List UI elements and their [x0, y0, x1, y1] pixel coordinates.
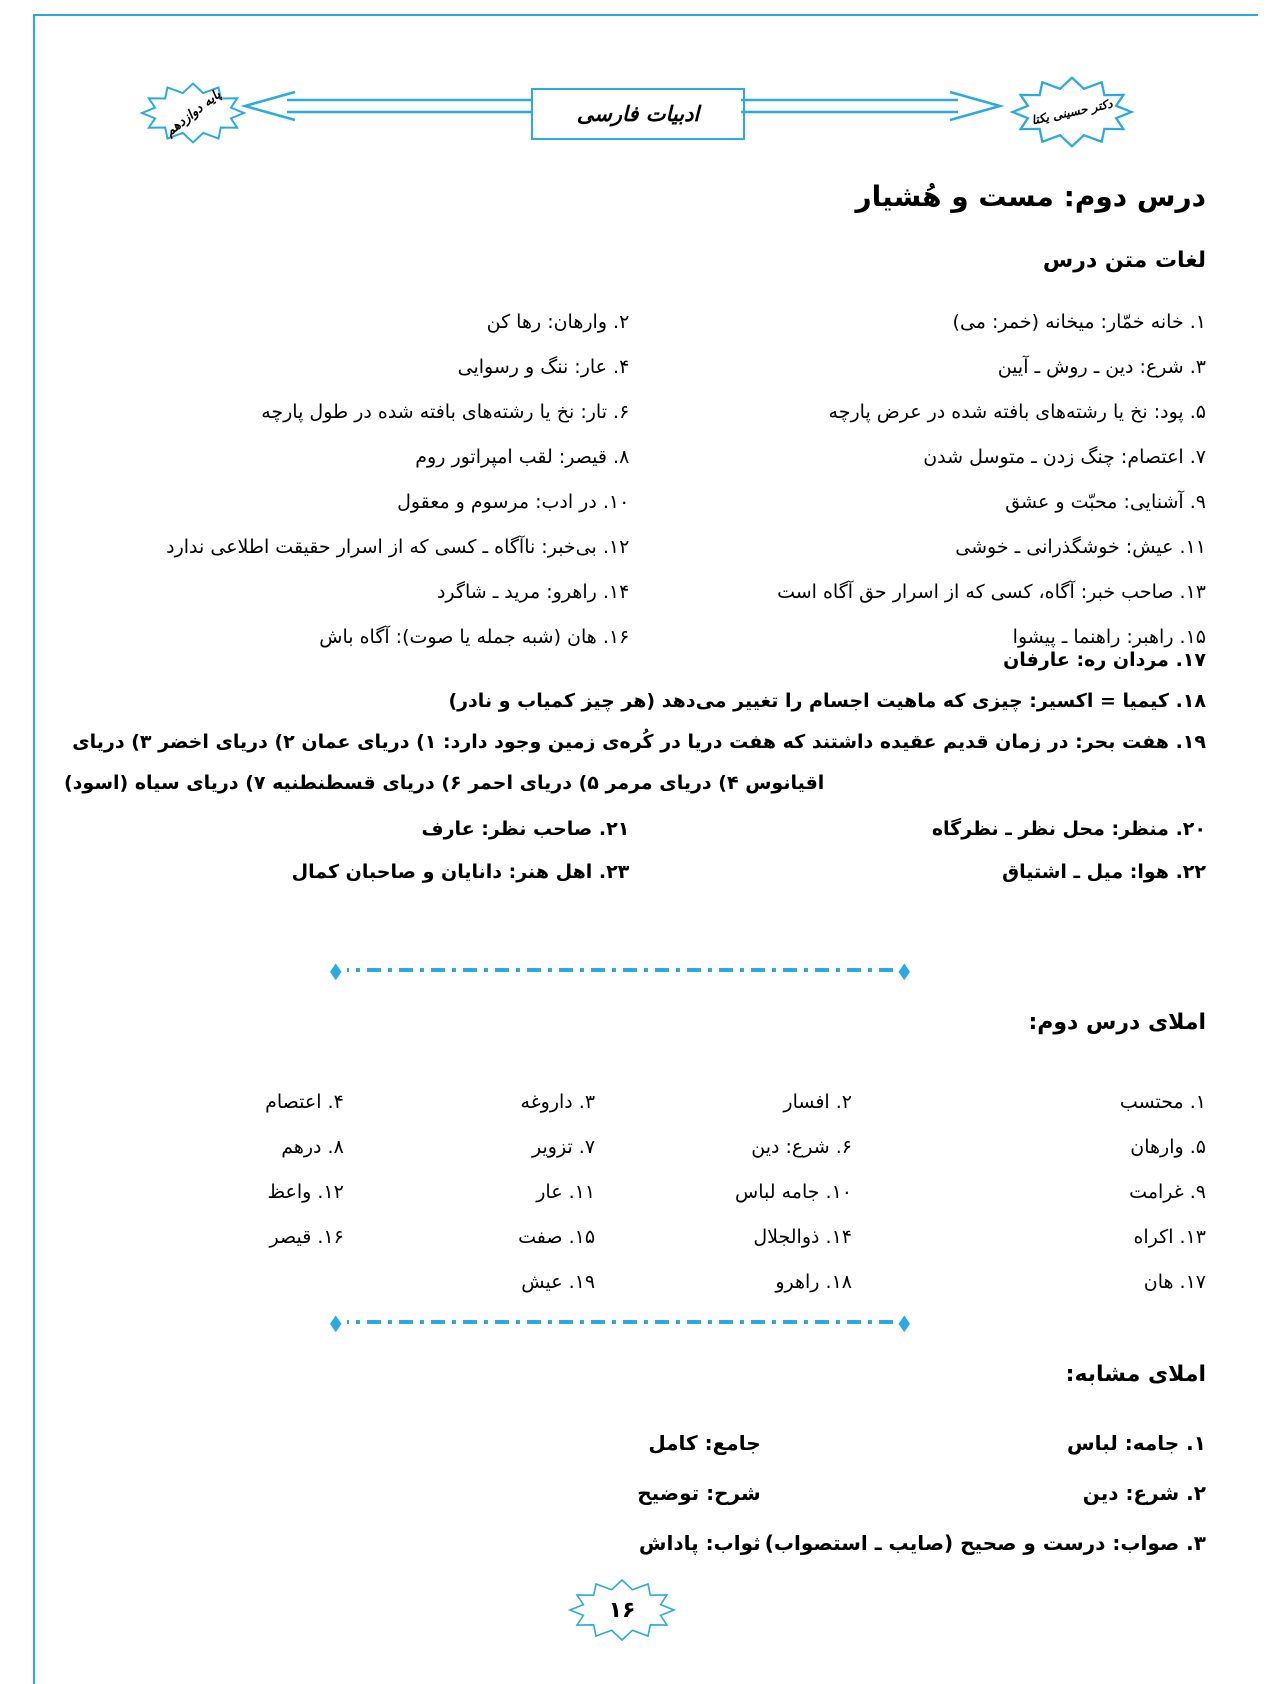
vocab-item: ۵. پود: نخ یا رشته‌های بافته شده در عرض پارچه [828, 401, 1206, 423]
grade-starburst-badge [138, 74, 248, 152]
dictation-word: ۷. تزویر [532, 1136, 596, 1158]
grade-badge-label: پایه دوازدهم [162, 86, 224, 140]
vocab-row [64, 851, 1206, 894]
section-divider [330, 956, 910, 984]
vocab-item: ۱۴. راهرو: مرید ـ شاگرد [436, 581, 630, 603]
vocab-row [64, 525, 1206, 570]
vocab-item-continuation: اقیانوس ۴) دریای مرمر ۵) دریای احمر ۶) دریای قسطنطنیه ۷) دریای سیاه (اسود) [64, 772, 825, 794]
dash-dot-line [347, 968, 894, 972]
vocab-item: ۷. اعتصام: چنگ زدن ـ متوسل شدن [923, 446, 1206, 468]
table-row [64, 1260, 1206, 1305]
dictation-word [64, 1260, 344, 1305]
vocab-row [64, 300, 1206, 345]
vocab-row [64, 808, 1206, 851]
list-item [64, 1518, 1206, 1568]
lesson-title: درس دوم: مست و هُشیار [855, 180, 1206, 213]
similar-word: ثواب: پاداش [638, 1531, 761, 1555]
vocab-item: ۱۳. صاحب خبر: آگاه، کسی که از اسرار حق آگاه است [777, 581, 1206, 603]
dictation-word: ۱۷. هان [1143, 1271, 1206, 1293]
table-row [64, 1125, 1206, 1170]
similar-word: ۳. صواب: درست و صحیح (صایب ـ استصواب) [764, 1531, 1206, 1555]
dictation-word: ۲. افسار [783, 1091, 852, 1113]
similar-word: جامع: کامل [648, 1431, 761, 1455]
vocab-row [64, 480, 1206, 525]
vocab-bold-list [64, 808, 1206, 894]
dictation-section-heading: املای درس دوم: [1028, 1010, 1206, 1035]
dash-dot-line [347, 1320, 894, 1324]
dictation-word: ۱۴. ذوالجلال [753, 1226, 852, 1248]
page-number-badge [566, 1578, 678, 1642]
similar-word: ۱. جامه: لباس [1067, 1431, 1206, 1455]
vocab-row [64, 390, 1206, 435]
dictation-word: ۱۳. اکراه [1133, 1226, 1206, 1248]
vocab-item: ۱۶. هان (شبه جمله یا صوت): آگاه باش [319, 626, 630, 648]
dictation-word: ۱۸. راهرو [775, 1271, 852, 1293]
vocab-item: ۴. عار: ننگ و رسوایی [457, 356, 630, 378]
vocab-row [64, 435, 1206, 480]
vocab-item: ۱۸. کیمیا = اکسیر: چیزی که ماهیت اجسام را تغییر می‌دهد (هر چیز کمیاب و نادر) [448, 690, 1206, 712]
left-arrow-icon [237, 90, 531, 122]
vocab-item: ۱۰. در ادب: مرسوم و معقول [397, 491, 630, 513]
vocab-item: ۲۰. منظر: محل نظر ـ نظرگاه [931, 818, 1206, 840]
diamond-icon: ◆ [898, 1308, 910, 1336]
page-number: ۱۶ [608, 1597, 636, 1623]
vocab-item: ۱۹. هفت بحر: در زمان قدیم عقیده داشتند که هفت دریا در کُره‌ی زمین وجود دارد: ۱) دریای عمان ۲) دریای اخضر ۳) دریای [72, 731, 1206, 753]
list-item [64, 1418, 1206, 1468]
vocab-item: ۲۳. اهل هنر: دانایان و صاحبان کمال [291, 861, 630, 883]
dictation-word: ۱۱. عار [536, 1181, 596, 1203]
dictation-word: ۱۹. عیش [521, 1271, 596, 1293]
dictation-word: ۳. داروغه [520, 1091, 596, 1113]
vocab-row [64, 570, 1206, 615]
vocab-full-rows [64, 640, 1206, 804]
table-row [64, 1215, 1206, 1260]
diamond-icon: ◆ [898, 956, 910, 984]
table-row [64, 1080, 1206, 1125]
dictation-word: ۸. درهم [281, 1136, 344, 1158]
similar-word: شرح: توضیح [637, 1481, 761, 1505]
vocab-item: ۱۲. بی‌خبر: ناآگاه ـ کسی که از اسرار حقیقت اطلاعی ندارد [166, 536, 630, 558]
vocab-item: ۶. تار: نخ یا رشته‌های بافته شده در طول پارچه [261, 401, 630, 423]
section-divider [330, 1308, 910, 1336]
list-item [64, 1468, 1206, 1518]
vocab-item: ۳. شرع: دین ـ روش ـ آیین [997, 356, 1206, 378]
vocab-item: ۱۵. راهبر: راهنما ـ پیشوا [1012, 626, 1206, 648]
author-starburst-badge [1008, 66, 1136, 158]
dictation-word: ۹. غرامت [1129, 1181, 1206, 1203]
vocab-item: ۹. آشنایی: محبّت و عشق [1005, 491, 1206, 513]
diamond-icon: ◆ [330, 956, 342, 984]
dictation-word: ۱. محتسب [1119, 1091, 1206, 1113]
vocab-item: ۲۲. هوا: میل ـ اشتیاق [1002, 861, 1206, 883]
vocab-item: ۱. خانه خمّار: میخانه (خمر: می) [952, 311, 1206, 333]
vocab-item: ۱۱. عیش: خوشگذرانی ـ خوشی [955, 536, 1206, 558]
dictation-word: ۱۶. قیصر [269, 1226, 344, 1248]
right-arrow-icon [741, 90, 1008, 122]
vocab-item: ۲۱. صاحب نظر: عارف [421, 818, 630, 840]
dictation-word: ۵. وارهان [1130, 1136, 1206, 1158]
dictation-word: ۱۰. جامه لباس [735, 1181, 852, 1203]
header-subject-title: ادبیات فارسی [576, 102, 700, 126]
dictation-word: ۶. شرع: دین [751, 1136, 852, 1158]
similar-spelling-list [64, 1418, 1206, 1568]
similar-section-heading: املای مشابه: [1065, 1362, 1206, 1387]
diamond-icon: ◆ [330, 1308, 342, 1336]
vocab-row [64, 345, 1206, 390]
vocab-list [64, 300, 1206, 660]
similar-word: ۲. شرع: دین [1082, 1481, 1206, 1505]
vocab-section-heading: لغات متن درس [1042, 248, 1206, 273]
vocab-item: ۲. وارهان: رها کن [486, 311, 630, 333]
dictation-word: ۱۲. واعظ [267, 1181, 344, 1203]
dictation-word: ۴. اعتصام [265, 1091, 344, 1113]
dictation-word: ۱۵. صفت [518, 1226, 596, 1248]
author-badge-label: دکتر حسینی یکتا [1030, 96, 1114, 128]
vocab-item: ۸. قیصر: لقب امپراتور روم [415, 446, 630, 468]
vocab-item: ۱۷. مردان ره: عارفان [1003, 649, 1206, 671]
dictation-word-table [64, 1080, 1206, 1305]
table-row [64, 1170, 1206, 1215]
header-title-box [531, 88, 745, 140]
